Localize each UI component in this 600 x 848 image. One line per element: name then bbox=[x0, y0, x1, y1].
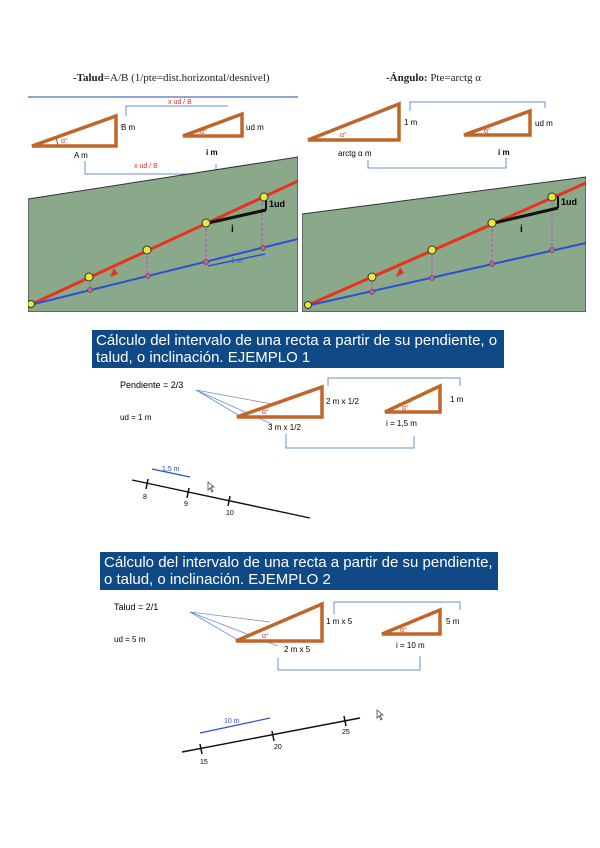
angulo-one-m: 1 m bbox=[404, 118, 418, 127]
angulo-i-line: i bbox=[520, 224, 523, 235]
angulo-angle-small: α° bbox=[484, 128, 491, 135]
example2-triangle-small bbox=[382, 610, 440, 634]
example1-small-vertical: 1 m bbox=[450, 395, 464, 404]
talud-angle-small: α° bbox=[200, 129, 207, 136]
talud-heading: -Talud=A/B (1/pte=dist.horizontal/desnivel) bbox=[73, 72, 270, 84]
angulo-i-label: i m bbox=[498, 148, 510, 157]
example1-triangle-small bbox=[385, 386, 440, 412]
example1-tick-9: 9 bbox=[184, 501, 188, 508]
talud-xud-bottom: x ud / B bbox=[134, 163, 158, 170]
example1-triangle-large bbox=[237, 387, 322, 417]
example2-angle-large: α° bbox=[262, 633, 269, 640]
example2-line bbox=[182, 718, 360, 752]
example1-angle-large: α° bbox=[262, 409, 269, 416]
example1-horizontal: 3 m x 1/2 bbox=[268, 423, 301, 432]
cursor-icon bbox=[208, 482, 214, 492]
example2-angle-small: α° bbox=[400, 627, 407, 634]
example2-triangle-large bbox=[236, 604, 322, 641]
angulo-heading: -Ángulo: Pte=arctg α bbox=[386, 72, 482, 84]
example1-panel bbox=[92, 372, 504, 522]
talud-i-line: i bbox=[231, 224, 234, 235]
talud-dist-label: 1 m bbox=[231, 258, 243, 265]
talud-angle-large: α° bbox=[61, 138, 68, 145]
example1-line-measure: 1,5 m bbox=[162, 466, 180, 473]
example2-line-measure: 10 m bbox=[224, 718, 240, 725]
example1-line bbox=[132, 480, 310, 518]
angulo-ud-tag: 1ud bbox=[561, 197, 578, 207]
example1-angle-small: α° bbox=[402, 405, 409, 412]
example2-tick-15: 15 bbox=[200, 759, 208, 766]
talud-diagram bbox=[28, 64, 298, 312]
angulo-arctg: arctg α m bbox=[338, 149, 372, 158]
example1-tick-10: 10 bbox=[226, 510, 234, 517]
example1-ud: ud = 1 m bbox=[120, 413, 152, 422]
example2-diagram bbox=[100, 594, 498, 774]
example1-interval: i = 1,5 m bbox=[386, 419, 417, 428]
top-right-panel bbox=[302, 64, 586, 312]
talud-triangle-large bbox=[32, 116, 116, 146]
angulo-triangle-large bbox=[308, 104, 399, 140]
example1-diagram bbox=[92, 372, 504, 522]
talud-ud-tag: 1ud bbox=[269, 199, 286, 209]
angulo-triangle-small bbox=[464, 111, 530, 135]
angulo-diagram bbox=[302, 64, 586, 312]
example1-title: Cálculo del intervalo de una recta a partir de su pendiente, o talud, o inclinación. EJEMPLO 1 bbox=[92, 330, 504, 368]
example2-interval: i = 10 m bbox=[396, 641, 425, 650]
example2-small-vertical: 5 m bbox=[446, 617, 460, 626]
talud-xud-top: x ud / B bbox=[168, 99, 192, 106]
top-left-panel bbox=[28, 64, 298, 312]
angulo-ud-label: ud m bbox=[535, 119, 553, 128]
example2-tick-25: 25 bbox=[342, 729, 350, 736]
talud-triangle-small bbox=[183, 114, 242, 136]
talud-b-label: B m bbox=[121, 123, 136, 132]
example2-title: Cálculo del intervalo de una recta a partir de su pendiente, o talud, o inclinación. EJEMPLO 2 bbox=[100, 552, 498, 590]
talud-a-label: A m bbox=[74, 151, 88, 160]
example1-given: Pendiente = 2/3 bbox=[120, 380, 184, 390]
cursor-icon bbox=[377, 710, 383, 720]
example2-vertical: 1 m x 5 bbox=[326, 617, 353, 626]
example1-vertical: 2 m x 1/2 bbox=[326, 397, 359, 406]
example2-given: Talud = 2/1 bbox=[114, 602, 159, 612]
angulo-angle-large: α° bbox=[340, 132, 347, 139]
example2-tick-20: 20 bbox=[274, 744, 282, 751]
example2-panel bbox=[100, 594, 498, 774]
talud-ud-label: ud m bbox=[246, 123, 264, 132]
example1-tick-8: 8 bbox=[143, 494, 147, 501]
example2-ud: ud = 5 m bbox=[114, 635, 146, 644]
talud-i-label: i m bbox=[206, 148, 218, 157]
example2-horizontal: 2 m x 5 bbox=[284, 645, 311, 654]
